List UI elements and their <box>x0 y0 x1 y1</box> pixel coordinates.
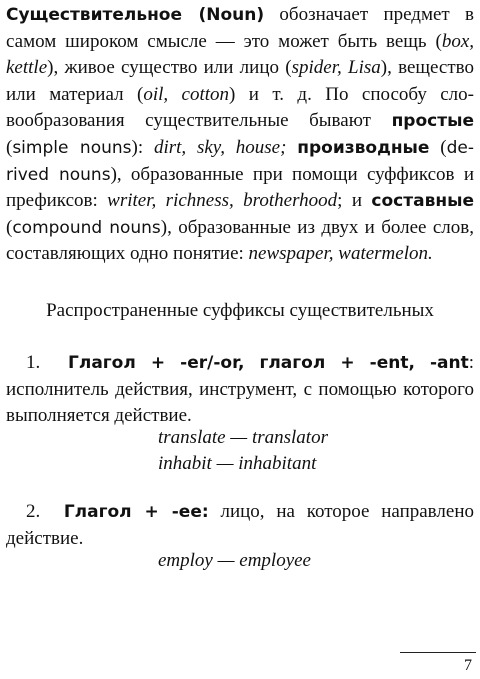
example-simple: dirt, sky, house; <box>153 136 287 158</box>
intro-text-11: ( <box>6 216 13 238</box>
page-number: 7 <box>464 657 472 674</box>
intro-text-12: ), образованные из двух и более слов, составляющих одно понятие: <box>6 216 474 265</box>
intro-text-7 <box>286 137 297 158</box>
term-noun: Существительное (Noun) <box>6 5 265 25</box>
derived-nouns-en: derived nouns <box>6 137 475 185</box>
rule-2-label: Глагол + -ee: <box>63 502 209 522</box>
rule-1-text: : исполнитель действия, инструмент, с помощью которого выполняется действие. <box>6 352 475 427</box>
intro-text-5: ( <box>6 136 13 158</box>
rule-2-number: 2. <box>26 501 41 522</box>
term-compound: составные <box>371 191 474 212</box>
rule-1-example-2: inhabit — inhabitant <box>158 453 317 474</box>
intro-text-6: ): <box>131 136 154 158</box>
rule-1-number: 1. <box>26 352 41 373</box>
intro-text-8: ( <box>429 136 447 158</box>
example-derived: writer, richness, brotherhood <box>107 190 338 212</box>
term-derived: производные <box>297 137 430 158</box>
rule-1-label: Глагол + -er/-or, глагол + -ent, -ant <box>68 353 469 373</box>
simple-nouns-en: simple nouns <box>12 137 132 158</box>
rule-1-example-1: translate — translator <box>158 427 328 448</box>
intro-text-1: обозначает предмет в самом широком смысле — это может быть вещь ( <box>6 4 474 52</box>
rule-1 <box>6 350 474 430</box>
intro-text-4: ) и т. д. По способу словообразования существительные бывают <box>6 83 474 132</box>
rule-2 <box>6 499 474 552</box>
term-simple: простые <box>391 111 474 132</box>
example-thing: box, kettle <box>6 30 474 79</box>
intro-text-2: ), живое существо или лицо ( <box>47 57 292 79</box>
intro-text-9: ), образованные при помощи суффиксов и префиксов: <box>6 163 474 212</box>
intro-text-10: ; и <box>337 190 372 212</box>
footer-rule <box>400 652 476 653</box>
example-creature: spider, Lisa <box>291 57 381 79</box>
example-substance: oil, cotton <box>143 83 230 105</box>
section-subtitle: Распространенные суффиксы существительных <box>46 300 434 321</box>
example-compound: newspaper, watermelon. <box>248 243 433 265</box>
rule-2-text: лицо, на которое направлено действие. <box>6 501 474 549</box>
compound-nouns-en: compound nouns <box>12 217 161 238</box>
rule-2-example-1: employ — employee <box>158 550 311 571</box>
intro-text-3: ), вещество или материал ( <box>6 57 475 105</box>
intro-paragraph <box>6 2 474 268</box>
